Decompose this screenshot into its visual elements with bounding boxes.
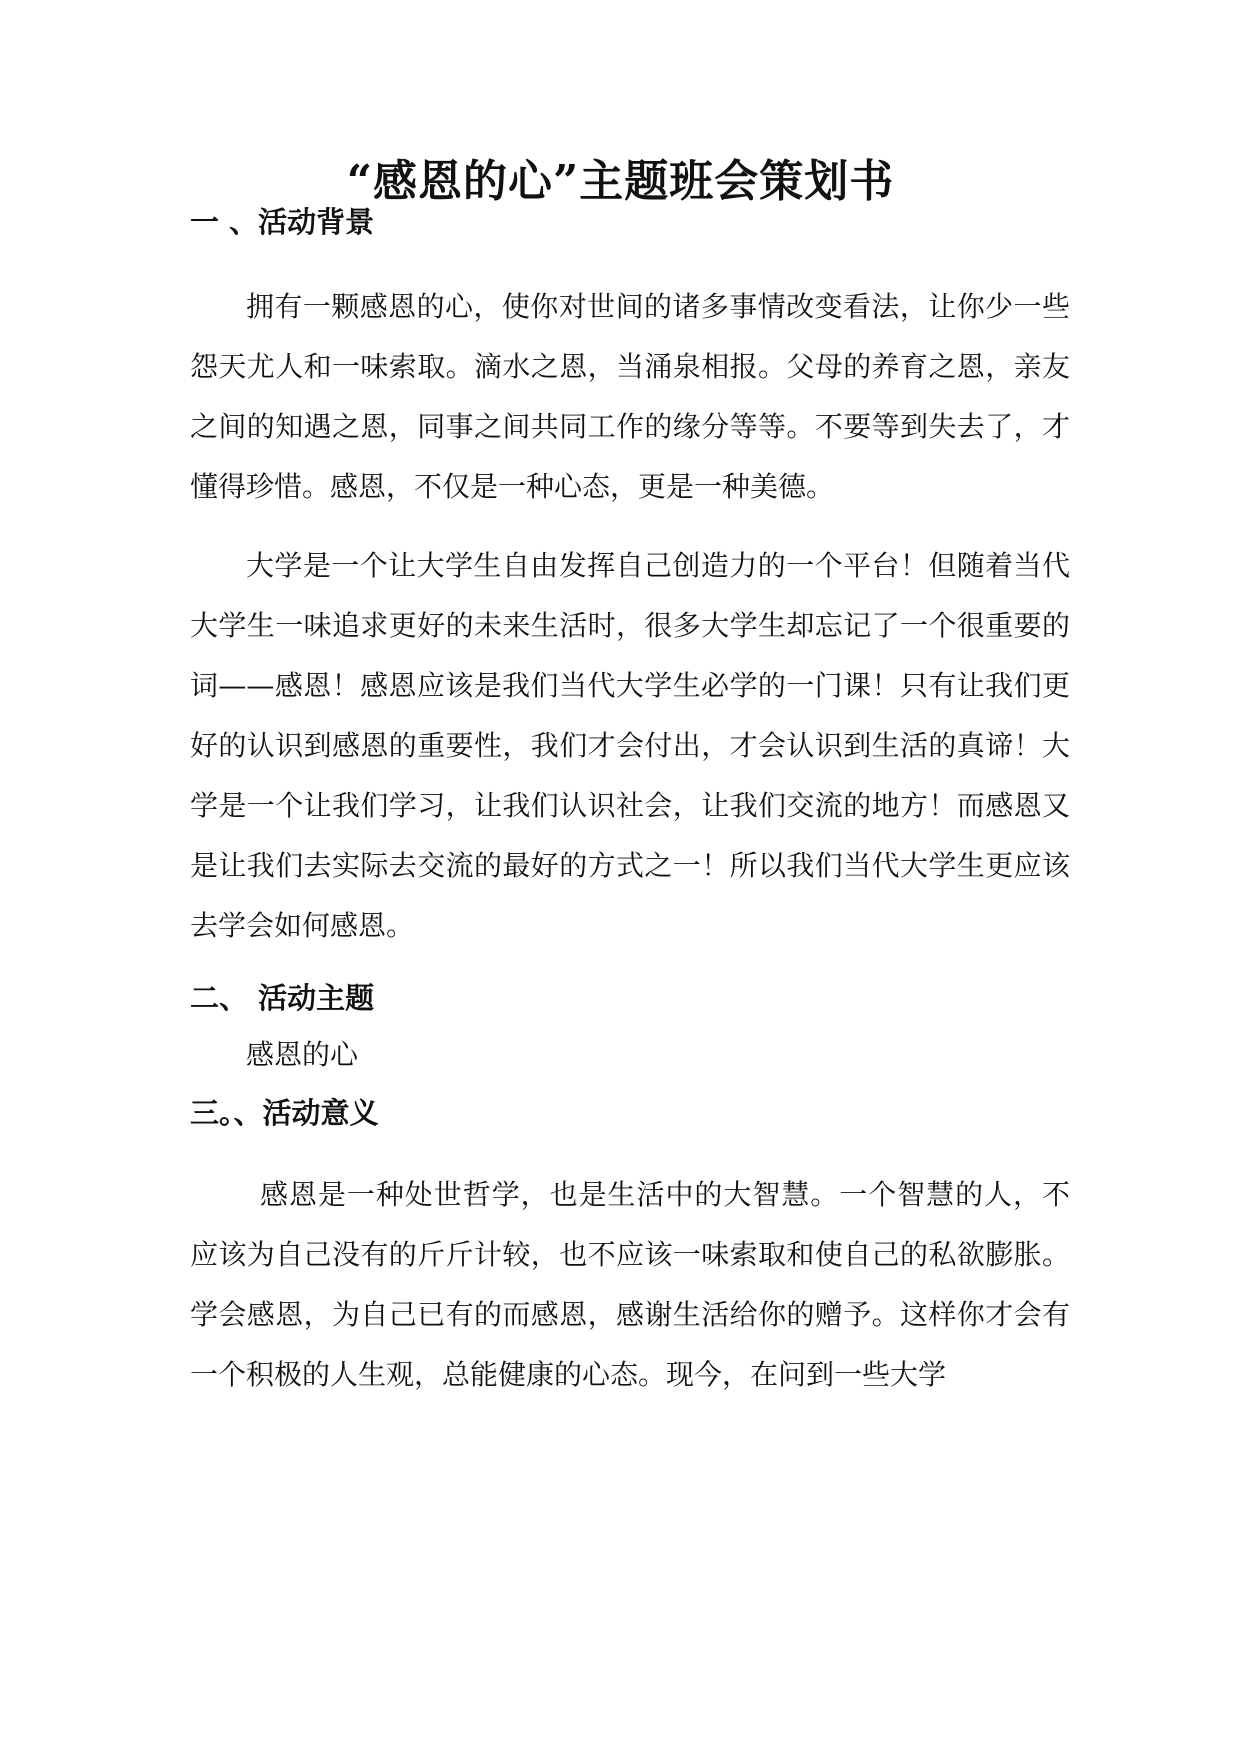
theme-text: 感恩的心 <box>246 1038 359 1071</box>
section-heading-theme: 二、 活动主题 <box>190 981 375 1015</box>
background-paragraph-2: 大学是一个让大学生自由发挥自己创造力的一个平台！但随着当代大学生一味追求更好的未来生活时，很多大学生却忘记了一个很重要的词——感恩！感恩应该是我们当代大学生必学的一门课！只有让我们更好的认识到感恩的重要性，我们才会付出，才会认识到生活的真谛！大学是一个让我们学习，让我们认识社会，让我们交流的地方！而感恩又是让我们去实际去交流的最好的方式之一！所以我们当代大学生更应该去学会如何感恩。 <box>190 549 1070 942</box>
section-heading-background: 一 、活动背景 <box>190 205 375 239</box>
document-title: “感恩的心”主题班会策划书 <box>346 156 895 207</box>
background-paragraph-1: 拥有一颗感恩的心，使你对世间的诸多事情改变看法，让你少一些怨天尤人和一味索取。滴水之恩，当涌泉相报。父母的养育之恩，亲友之间的知遇之恩，同事之间共同工作的缘分等等。不要等到失去了，才懂得珍惜。感恩，不仅是一种心态，更是一种美德。 <box>190 290 1070 503</box>
significance-paragraph-1: 感恩是一种处世哲学，也是生活中的大智慧。一个智慧的人，不应该为自己没有的斤斤计较，也不应该一味索取和使自己的私欲膨胀。学会感恩，为自己已有的而感恩，感谢生活给你的赠予。这样你才会有一个积极的人生观，总能健康的心态。现今，在问到一些大学 <box>190 1178 1070 1391</box>
section-heading-significance: 三。、活动意义 <box>190 1096 379 1130</box>
